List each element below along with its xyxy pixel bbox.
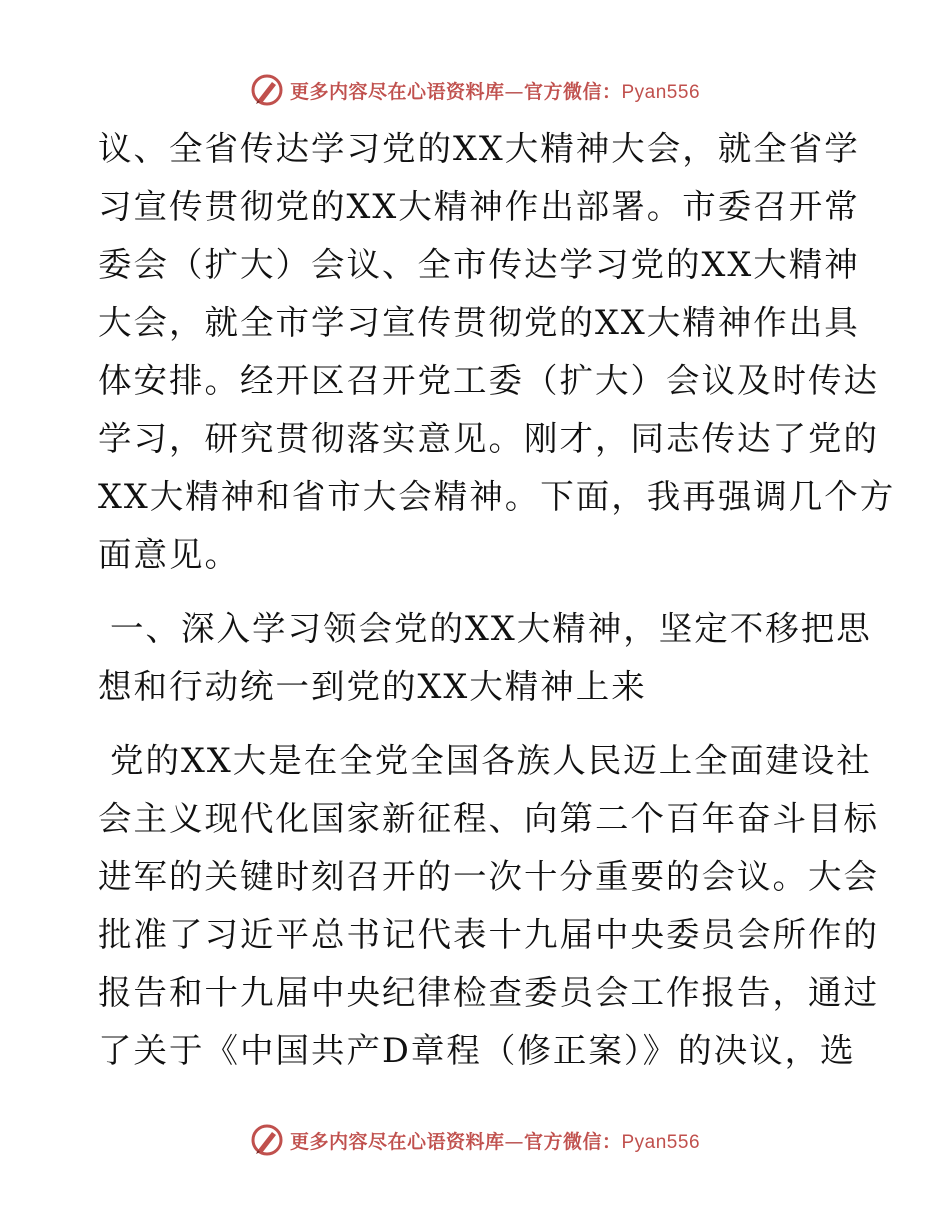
text-line: 批准了习近平总书记代表十九届中央委员会所作的 — [98, 915, 879, 954]
banner-text — [290, 1127, 700, 1154]
header-watermark-banner — [0, 70, 950, 110]
paragraph-body — [98, 732, 879, 1080]
text-line: 党的XX大是在全党全国各族人民迈上全面建设社 — [110, 741, 872, 780]
section-heading — [98, 600, 872, 716]
text-line: 习宣传贯彻党的XX大精神作出部署。市委召开常 — [98, 187, 860, 226]
pen-logo-icon — [250, 73, 284, 107]
paragraph-gap — [98, 716, 858, 732]
banner-wechat-id: Pyan556 — [621, 1131, 701, 1153]
text-line: 委会（扩大）会议、全市传达学习党的XX大精神 — [98, 245, 860, 284]
text-line: 面意见。 — [98, 535, 240, 574]
banner-text — [290, 77, 700, 104]
footer-watermark-banner — [0, 1120, 950, 1160]
text-line: 学习，研究贯彻落实意见。刚才，同志传达了党的 — [98, 419, 879, 458]
banner-dash: — — [504, 1130, 524, 1153]
text-line: 体安排。经开区召开党工委（扩大）会议及时传达 — [98, 361, 879, 400]
paragraph-gap — [98, 584, 858, 600]
banner-site-name: 更多内容尽在心语资料库 — [289, 1130, 505, 1153]
text-line: 了关于《中国共产D章程（修正案）》的决议，选 — [98, 1031, 856, 1070]
banner-site-name: 更多内容尽在心语资料库 — [289, 80, 505, 103]
text-line: 大会，就全市学习宣传贯彻党的XX大精神作出具 — [98, 303, 860, 342]
paragraph-intro — [98, 120, 896, 584]
text-line: 会主义现代化国家新征程、向第二个百年奋斗目标 — [98, 799, 879, 838]
text-line: 进军的关键时刻召开的一次十分重要的会议。大会 — [98, 857, 879, 896]
document-body — [98, 120, 896, 1080]
banner-wechat-label: 官方微信： — [523, 1130, 622, 1153]
banner-dash: — — [504, 80, 524, 103]
heading-line: 一、深入学习领会党的XX大精神，坚定不移把思 — [110, 609, 872, 648]
text-line: XX大精神和省市大会精神。下面，我再强调几个方 — [98, 477, 896, 516]
banner-wechat-id: Pyan556 — [621, 81, 701, 103]
text-line: 议、全省传达学习党的XX大精神大会，就全省学 — [98, 129, 860, 168]
banner-wechat-label: 官方微信： — [523, 80, 622, 103]
heading-line: 想和行动统一到党的XX大精神上来 — [98, 667, 647, 706]
pen-logo-icon — [250, 1123, 284, 1157]
text-line: 报告和十九届中央纪律检查委员会工作报告，通过 — [98, 973, 879, 1012]
